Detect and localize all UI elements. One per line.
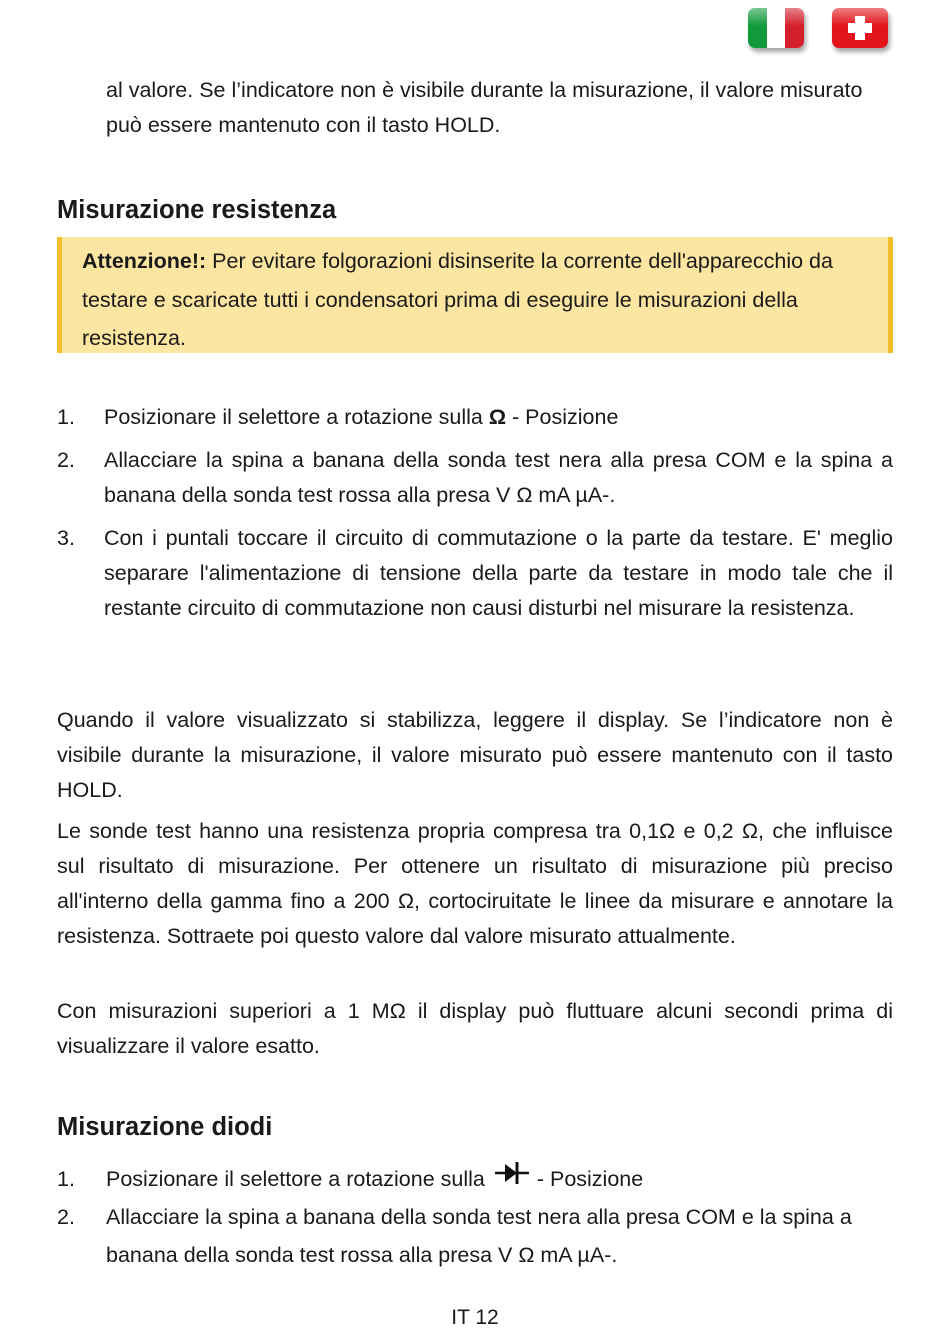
list-item: 1. Posizionare il selettore a rotazione sulla - Posizione [57, 1160, 893, 1198]
resistance-heading: Misurazione resistenza [57, 196, 337, 224]
intro-paragraph: al valore. Se l’indicatore non è visibile durante la misurazione, il valore misurato può essere mantenuto con il tasto HOLD. [106, 78, 863, 137]
italy-flag-icon [748, 8, 804, 48]
ohm-symbol: Ω [488, 405, 507, 429]
switzerland-flag-icon [832, 8, 888, 48]
diode-heading: Misurazione diodi [57, 1113, 273, 1141]
list-item: 2. Allacciare la spina a banana della sonda test nera alla presa COM e la spina a banana della sonda test rossa alla presa V Ω mA µA-. [57, 1205, 852, 1267]
paragraph-display: Quando il valore visualizzato si stabilizza, leggere il display. Se l’indicatore non è visibile durante la misurazione, il valore misurato può essere mantenuto con il tasto HOLD. [57, 708, 893, 802]
diode-icon [495, 1161, 529, 1189]
list-item: 3. Con i puntali toccare il circuito di commutazione o la parte da testare. E' meglio separare l'alimentazione di tensione della parte da testare in modo tale che il restante circuito di commutazione non causi disturbi nel misurare la resistenza. [57, 526, 893, 620]
warning-label: Attenzione!: [82, 249, 207, 273]
page-number: IT 12 [451, 1306, 499, 1329]
paragraph-probe-resistance: Le sonde test hanno una resistenza propria compresa tra 0,1Ω e 0,2 Ω, che influisce sul risultato di misurazione. Per ottenere un risultato di misurazione più preciso all'interno della gamma fino a 200 Ω, cortociruitate le linee da misurare e annotare la resistenza. Sottraete poi questo valore dal valore misurato attualmente. [57, 819, 893, 948]
paragraph-megaohm: Con misurazioni superiori a 1 MΩ il display può fluttuare alcuni secondi prima di visualizzare il valore esatto. [57, 999, 893, 1058]
language-flags [748, 8, 888, 48]
warning-box [57, 237, 893, 353]
resistance-steps [57, 400, 893, 626]
list-item: 2. Allacciare la spina a banana della sonda test nera alla presa COM e la spina a banana della sonda test rossa alla presa V Ω mA µA-. [57, 448, 893, 507]
diode-steps [57, 1160, 893, 1274]
list-item: 1. Posizionare il selettore a rotazione sulla Ω - Posizione [57, 405, 619, 429]
warning-text: Per evitare folgorazioni disinserite la corrente dell'apparecchio da testare e scaricate tutti i condensatori prima di eseguire le misurazioni della resistenza. [82, 249, 833, 350]
